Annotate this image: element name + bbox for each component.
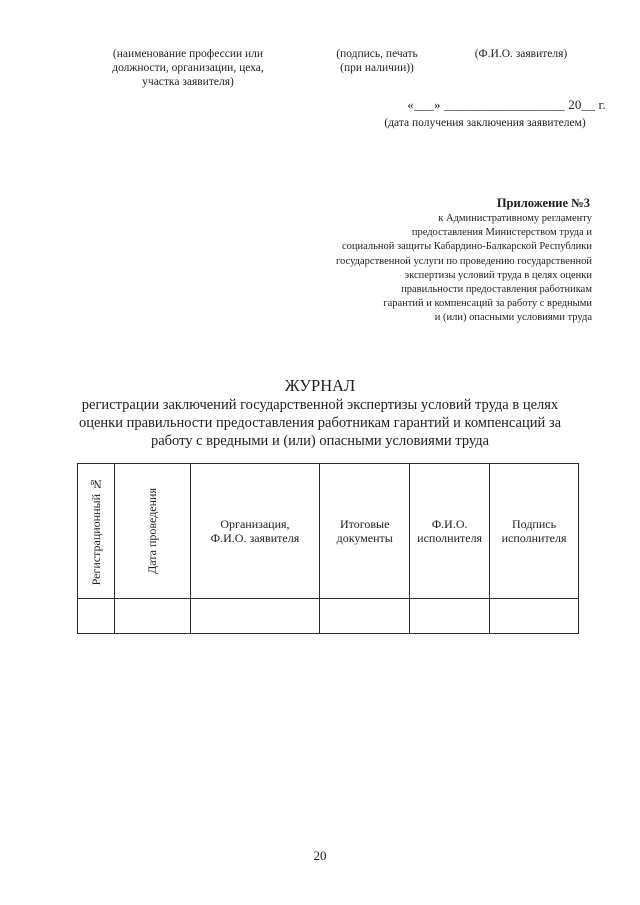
- appendix-title: Приложение №3: [496, 196, 590, 210]
- header-cell-executor-name: [410, 464, 490, 599]
- appendix-line: социальной защиты Кабардино-Балкарской Республики: [341, 241, 592, 253]
- registration-journal-table: [77, 463, 579, 634]
- header-label: Дата проведения: [145, 488, 160, 574]
- caption-line: (при наличии)): [340, 62, 414, 74]
- date-received-caption: (дата получения заключения заявителем): [384, 117, 586, 129]
- journal-subtitle-line: работу с вредными и (или) опасными условиями труда: [150, 433, 490, 449]
- journal-subtitle-line: оценки правильности предоставления работникам гарантий и компенсаций за: [78, 415, 562, 431]
- signature-caption-name: [456, 47, 586, 61]
- table-cell: [320, 599, 410, 634]
- journal-subtitle: [60, 396, 580, 450]
- header-cell-documents: [320, 464, 410, 599]
- caption-line: участка заявителя): [142, 76, 234, 88]
- header-label-line: Ф.И.О. заявителя: [210, 531, 300, 545]
- caption-line: (Ф.И.О. заявителя): [474, 48, 568, 60]
- header-cell-organization: [190, 464, 320, 599]
- appendix-line: экспертизы условий труда в целях оценки: [404, 269, 592, 281]
- caption-line: (подпись, печать: [336, 48, 418, 60]
- header-cell-registration-number: [78, 464, 115, 599]
- journal-title: ЖУРНАЛ: [284, 376, 356, 395]
- appendix-line: и (или) опасными условиями труда: [434, 312, 592, 324]
- appendix-line: к Административному регламенту: [438, 213, 592, 224]
- header-label-line: Подпись: [512, 517, 557, 531]
- appendix-line: государственной услуги по проведению государственной: [336, 255, 592, 267]
- header-cell-executor-signature: [490, 464, 579, 599]
- table-cell: [190, 599, 320, 634]
- table-row: [78, 599, 579, 634]
- header-label: Регистрационный №: [88, 476, 103, 586]
- table-cell: [410, 599, 490, 634]
- signature-caption-signature: [318, 47, 436, 75]
- header-label-line: исполнителя: [417, 531, 483, 545]
- header-label-line: исполнителя: [501, 531, 567, 545]
- appendix-line: гарантий и компенсаций за работу с вредными: [383, 298, 592, 310]
- caption-line: (наименование профессии или: [112, 48, 264, 60]
- table-cell: [78, 599, 115, 634]
- header-label-line: Итоговые: [340, 517, 390, 531]
- caption-line: должности, организации, цеха,: [112, 62, 264, 74]
- signature-caption-profession: [88, 47, 288, 89]
- page-number: 20: [313, 848, 327, 863]
- table-cell: [114, 599, 190, 634]
- appendix-description: [300, 212, 592, 326]
- journal-subtitle-line: регистрации заключений государственной экспертизы условий труда в целях: [81, 397, 559, 413]
- header-cell-date: [114, 464, 190, 599]
- header-label-line: Организация,: [220, 517, 290, 531]
- table-cell: [490, 599, 579, 634]
- table-header-row: [78, 464, 579, 599]
- appendix-line: предоставления Министерством труда и: [411, 227, 592, 239]
- header-label-line: Ф.И.О.: [431, 517, 468, 531]
- date-received-line: «___» __________________ 20__ г.: [407, 97, 606, 112]
- appendix-line: правильности предоставления работникам: [401, 284, 592, 296]
- header-label-line: документы: [336, 531, 393, 545]
